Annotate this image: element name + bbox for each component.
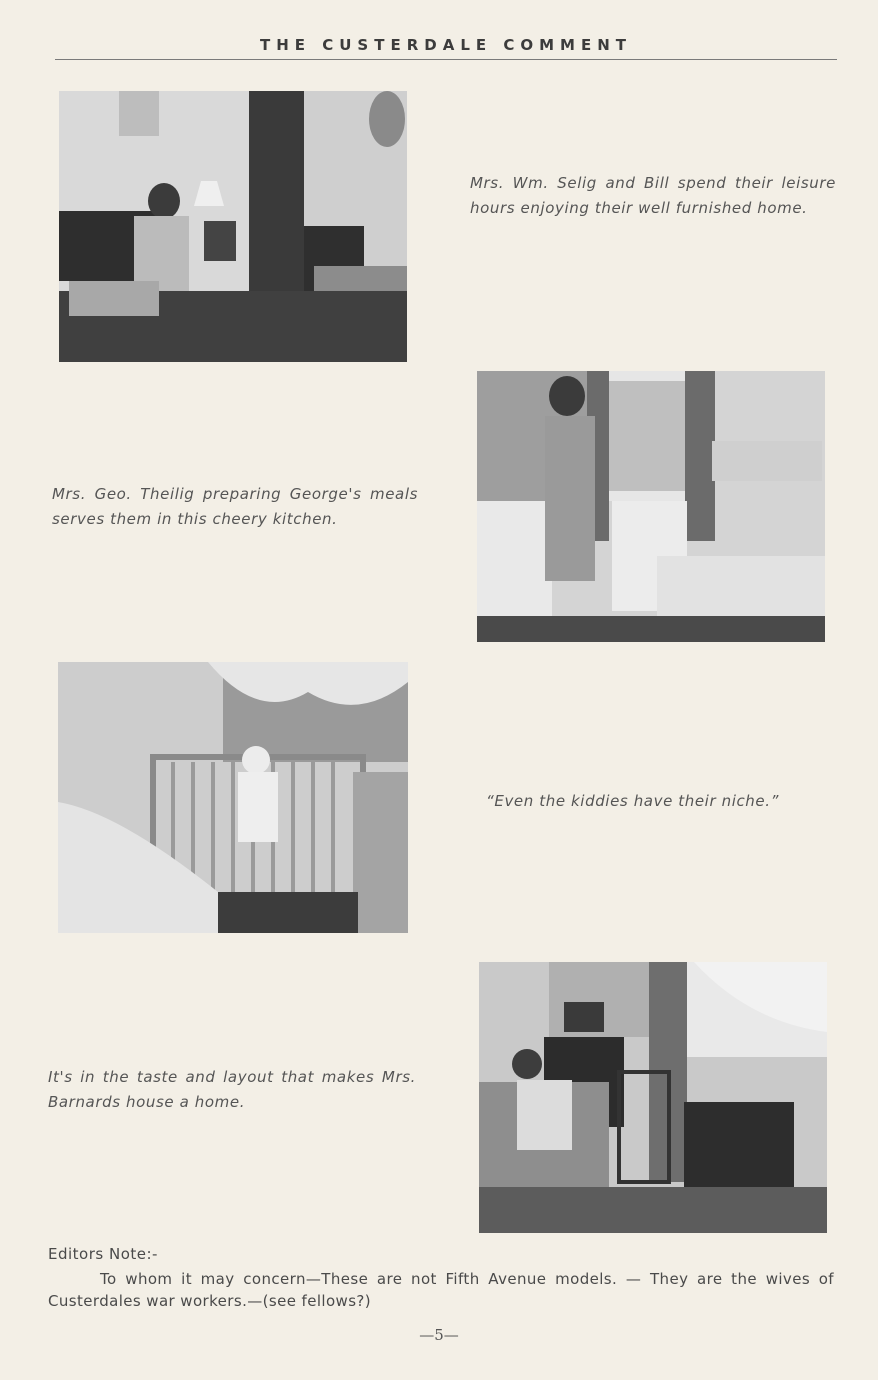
caption-selig: Mrs. Wm. Selig and Bill spend their leisure hours enjoying their well furnished home. (470, 174, 836, 217)
caption-theilig: Mrs. Geo. Theilig preparing George's meals serves them in this cheery kitchen. (52, 485, 418, 528)
photo-living-room-selig (59, 91, 407, 362)
photo-kitchen-theilig (477, 371, 825, 642)
caption-kiddies: “Even the kiddies have their niche.” (486, 792, 779, 810)
photo-living-room-barnard (479, 962, 827, 1233)
editors-note-label: Editors Note:- (48, 1245, 158, 1263)
page-number: —5— (419, 1326, 459, 1344)
header-rule (55, 59, 837, 60)
photo-crib-kiddies (58, 662, 408, 933)
editors-note-body: To whom it may concern—These are not Fifth Avenue models. — They are the wives of Custerdales war workers.—(see fellows?) (48, 1270, 834, 1310)
page-header: THE CUSTERDALE COMMENT (259, 36, 632, 54)
caption-barnard: It's in the taste and layout that makes Mrs. Barnards house a home. (48, 1068, 416, 1111)
